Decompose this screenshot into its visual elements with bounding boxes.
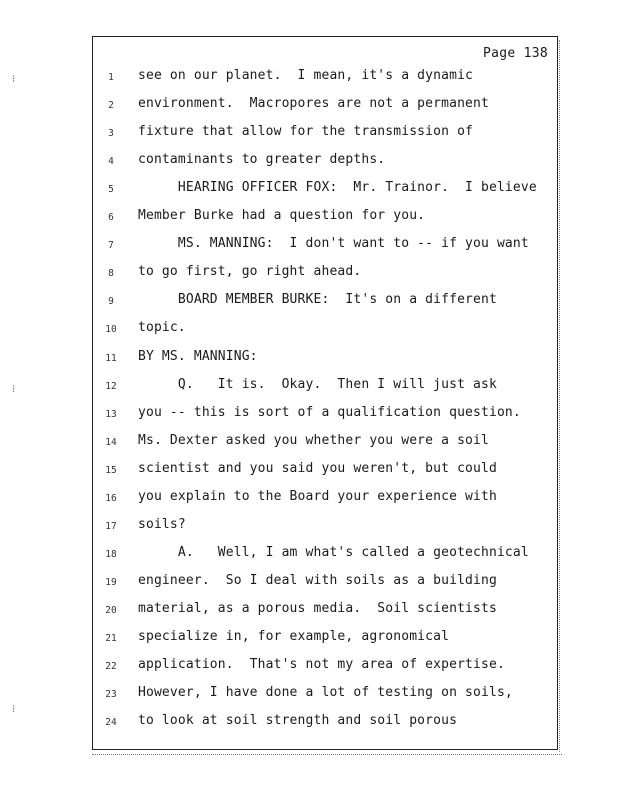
line-number: 10 bbox=[105, 324, 117, 336]
line-text: soils? bbox=[138, 516, 186, 532]
transcript-line bbox=[0, 405, 618, 425]
transcript-line bbox=[0, 573, 618, 593]
transcript-line bbox=[0, 685, 618, 705]
line-text: to look at soil strength and soil porous bbox=[138, 713, 458, 729]
transcript-line bbox=[0, 377, 618, 397]
line-text: Ms. Dexter asked you whether you were a soil bbox=[138, 432, 489, 448]
line-text: specialize in, for example, agronomical bbox=[138, 629, 450, 644]
line-text: BY MS. MANNING: bbox=[138, 348, 258, 364]
transcript-line bbox=[0, 292, 618, 312]
transcript-line bbox=[0, 236, 618, 256]
line-text: BOARD MEMBER BURKE: It's on a different bbox=[138, 292, 497, 308]
line-number: 2 bbox=[108, 100, 114, 112]
transcript-line bbox=[0, 713, 618, 733]
line-text: topic. bbox=[138, 320, 186, 336]
line-number: 5 bbox=[108, 184, 114, 196]
line-text: fixture that allow for the transmission of bbox=[138, 124, 474, 140]
line-number: 12 bbox=[105, 380, 117, 392]
hole-punch-mark: ⁝ bbox=[12, 384, 16, 395]
transcript-line bbox=[0, 461, 618, 481]
bottom-margin-rule bbox=[92, 754, 562, 755]
transcript-line bbox=[0, 517, 618, 537]
line-text: application. That's not my area of expertise. bbox=[138, 657, 505, 673]
line-number: 9 bbox=[108, 296, 114, 308]
line-number: 4 bbox=[108, 156, 114, 168]
transcript-line bbox=[0, 152, 618, 172]
line-number: 19 bbox=[105, 576, 117, 588]
line-number: 18 bbox=[105, 548, 117, 560]
line-text: to go first, go right ahead. bbox=[138, 264, 362, 280]
line-text: environment. Macropores are not a permanent bbox=[138, 96, 489, 112]
line-text: MS. MANNING: I don't want to -- if you want bbox=[138, 236, 529, 252]
line-number: 20 bbox=[105, 604, 117, 616]
line-text: material, as a porous media. Soil scientists bbox=[138, 600, 497, 616]
transcript-line bbox=[0, 657, 618, 677]
hole-punch-mark: ⁝ bbox=[12, 704, 16, 715]
transcript-line bbox=[0, 489, 618, 509]
line-number: 23 bbox=[105, 689, 117, 701]
line-number: 17 bbox=[105, 520, 117, 532]
transcript-line bbox=[0, 264, 618, 284]
line-text: However, I have done a lot of testing on soils, bbox=[138, 685, 513, 701]
transcript-line bbox=[0, 68, 618, 88]
transcript-line bbox=[0, 433, 618, 453]
line-number: 7 bbox=[108, 240, 114, 252]
transcript-line bbox=[0, 96, 618, 116]
transcript-line bbox=[0, 208, 618, 228]
transcript-line bbox=[0, 124, 618, 144]
transcript-line bbox=[0, 629, 618, 649]
line-text: you explain to the Board your experience with bbox=[138, 488, 497, 504]
line-number: 16 bbox=[105, 492, 117, 504]
line-number: 14 bbox=[105, 436, 117, 448]
line-number: 1 bbox=[108, 72, 114, 83]
line-text: A. Well, I am what's called a geotechnical bbox=[138, 544, 529, 560]
hole-punch-mark: ⁝ bbox=[12, 74, 16, 85]
line-number: 3 bbox=[108, 128, 114, 140]
line-text: Q. It is. Okay. Then I will just ask bbox=[138, 376, 497, 392]
line-number: 13 bbox=[105, 408, 117, 420]
line-number: 8 bbox=[108, 268, 114, 280]
transcript-line bbox=[0, 545, 618, 565]
line-text: HEARING OFFICER FOX: Mr. Trainor. I believe bbox=[138, 180, 537, 196]
line-number: 6 bbox=[108, 212, 114, 224]
transcript-line bbox=[0, 320, 618, 340]
line-number: 15 bbox=[105, 464, 117, 476]
line-text: contaminants to greater depths. bbox=[138, 152, 386, 168]
transcript-line bbox=[0, 601, 618, 621]
transcript-line bbox=[0, 180, 618, 200]
line-text: you -- this is sort of a qualification question. bbox=[138, 404, 521, 420]
line-text: scientist and you said you weren't, but could bbox=[138, 460, 497, 476]
line-number: 22 bbox=[105, 661, 117, 673]
line-number: 11 bbox=[105, 352, 117, 364]
line-number: 21 bbox=[105, 633, 117, 644]
line-text: see on our planet. I mean, it's a dynamic bbox=[138, 68, 474, 83]
line-text: Member Burke had a question for you. bbox=[138, 208, 426, 224]
transcript-line bbox=[0, 349, 618, 369]
line-text: engineer. So I deal with soils as a building bbox=[138, 572, 497, 588]
line-number: 24 bbox=[105, 717, 117, 729]
page-number: Page 138 bbox=[482, 46, 548, 61]
